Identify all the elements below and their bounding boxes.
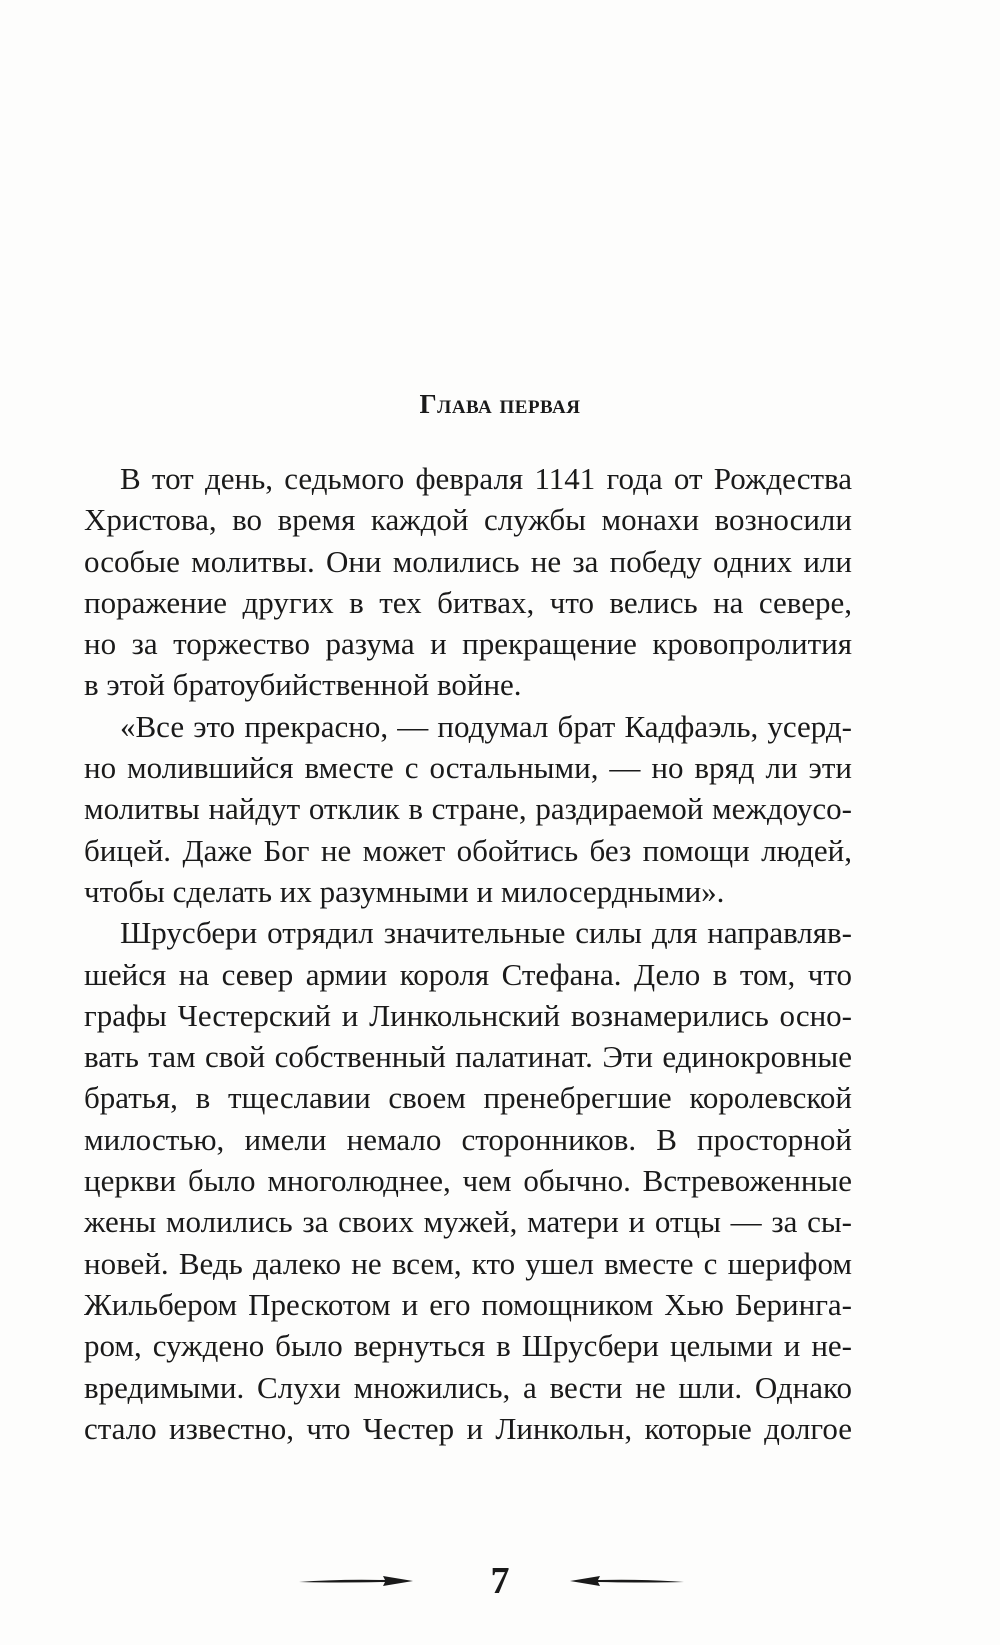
text-line: Шрусбери отрядил значительные силы для направляв- <box>120 915 852 951</box>
text-line: новей. Ведь далеко не всем, кто ушел вместе с шерифом <box>84 1245 852 1281</box>
page-number: 7 <box>490 1560 510 1602</box>
text-line: «Все это прекрасно, — подумал брат Кадфаэль, усерд- <box>120 708 852 744</box>
right-arrow-ornament-icon <box>568 1571 686 1591</box>
text-line: стало известно, что Честер и Линкольн, которые долгое <box>84 1410 852 1446</box>
page-footer <box>0 1557 1000 1605</box>
text-line: графы Честерский и Линкольнский вознамерились осно- <box>84 997 852 1033</box>
text-line: в этой братоубийственной войне. <box>84 667 522 703</box>
chapter-body-text <box>84 458 852 1449</box>
text-line: вредимыми. Слухи множились, а вести не шли. Однако <box>84 1369 852 1405</box>
left-arrow-ornament-icon <box>297 1571 415 1591</box>
text-line: чтобы сделать их разумными и милосердными». <box>84 873 725 909</box>
text-line: Жильбером Прескотом и его помощником Хью Беринга- <box>84 1286 852 1322</box>
text-line: но за торжество разума и прекращение кровопролития <box>84 626 852 662</box>
text-line: братья, в тщеславии своем пренебрегшие королевской <box>84 1080 852 1116</box>
chapter-title: Глава первая <box>419 389 581 419</box>
text-line: В тот день, седьмого февраля 1141 года от Рождества <box>120 461 852 496</box>
text-line: особые молитвы. Они молились не за победу одних или <box>84 543 852 579</box>
text-line: Христова, во время каждой службы монахи возносили <box>84 502 852 538</box>
text-line: молитвы найдут отклик в стране, раздираемой междоусо- <box>84 791 852 827</box>
text-line: церкви было многолюднее, чем обычно. Встревоженные <box>84 1163 852 1199</box>
text-line: ром, суждено было вернуться в Шрусбери целыми и не- <box>84 1328 852 1364</box>
text-line: бицей. Даже Бог не может обойтись без помощи людей, <box>84 832 852 868</box>
text-line: вать там свой собственный палатинат. Эти единокровные <box>84 1039 852 1075</box>
text-line: шейся на север армии короля Стефана. Дело в том, что <box>84 956 852 992</box>
text-line: милостью, имели немало сторонников. В просторной <box>84 1121 852 1157</box>
text-line: жены молились за своих мужей, матери и отцы — за сы- <box>84 1204 852 1240</box>
text-line: но молившийся вместе с остальными, — но вряд ли эти <box>84 750 852 786</box>
text-line: поражение других в тех битвах, что велись на севере, <box>84 584 852 620</box>
